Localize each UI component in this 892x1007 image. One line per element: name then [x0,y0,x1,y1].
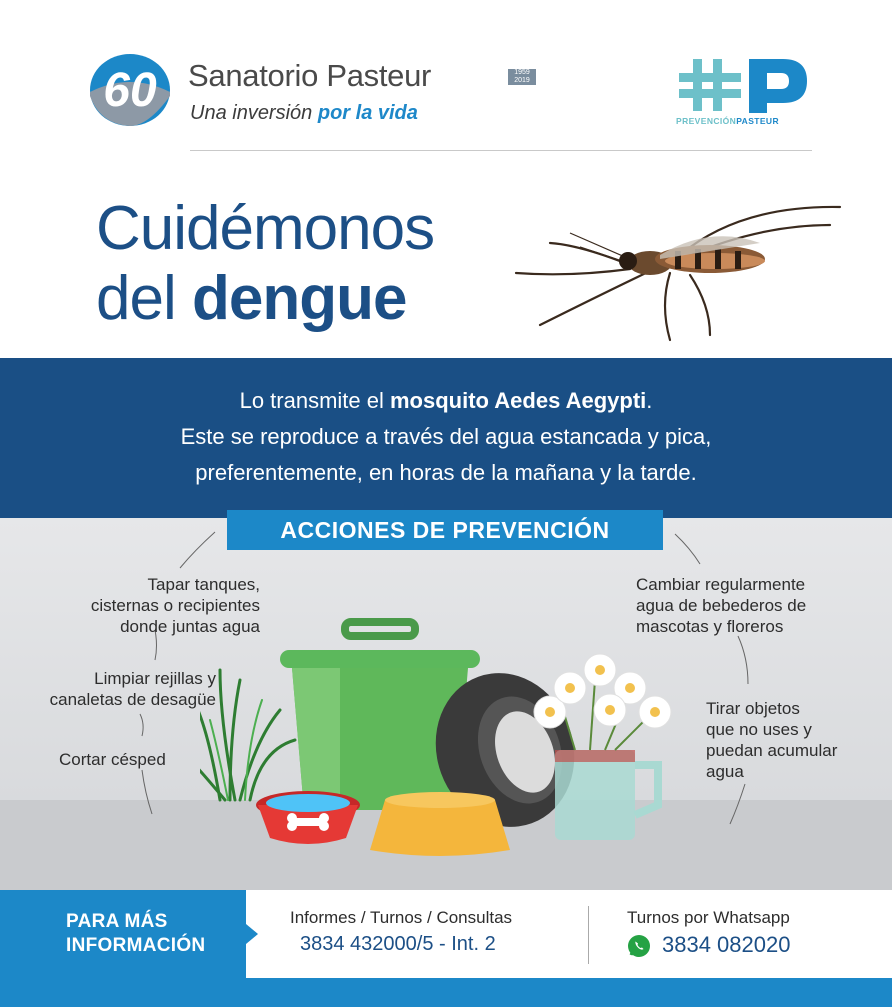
brand-name: Sanatorio Pasteur [188,58,432,93]
tagline [190,102,418,125]
action-tirar-line1: Tirar objetos [706,699,800,718]
header-divider [190,150,812,151]
year-start: 1959 [514,69,530,76]
prevencion-logo-label [676,116,779,126]
action-cambiar-line1: Cambiar regularmente [636,575,806,594]
info-phone[interactable]: 3834 432000/5 - Int. 2 [300,933,496,955]
more-info-line2: INFORMACIÓN [66,935,206,956]
action-tirar-line2: que no uses y [706,720,812,739]
action-tapar-line3: donde juntas agua [120,617,260,636]
action-cortar-line1: Cortar césped [59,750,166,769]
whatsapp-icon [627,934,651,958]
action-tirar-line3: puedan acumular [706,741,838,760]
action-tirar-line4: agua [706,762,744,781]
intro-band [0,358,892,518]
tagline-prefix: Una inversión [190,102,313,124]
intro-line1-suffix: . [646,388,653,413]
info-label: Informes / Turnos / Consultas [290,908,513,927]
prevention-illustration [200,600,700,865]
more-info-line1: PARA MÁS [66,911,168,932]
action-limpiar-line1: Limpiar rejillas y [94,669,216,688]
action-cambiar-line3: mascotas y floreros [636,617,784,636]
mosquito-illustration [510,185,850,345]
footer-divider [588,906,589,964]
whatsapp-phone[interactable]: 3834 082020 [662,932,791,957]
title-line1: Cuidémonos [96,194,435,263]
intro-line3: preferentemente, en horas de la mañana y la tarde. [195,460,697,485]
bottom-bar [0,978,892,1007]
title-dengue: dengue [191,264,407,333]
action-tapar-line2: cisternas o recipientes [90,596,260,615]
tagline-bold: por la vida [317,102,418,124]
actions-title: ACCIONES DE PREVENCIÓN [227,510,663,550]
prevencion-label-a: PREVENCIÓN [676,116,737,126]
action-tirar [706,698,837,782]
action-cortar [59,749,166,770]
intro-line1-prefix: Lo transmite el [239,388,384,413]
sanatorio-logo-icon [88,52,172,128]
intro-line2: Este se reproduce a través del agua estancada y pica, [180,424,712,449]
whatsapp-label: Turnos por Whatsapp [627,908,790,927]
action-cambiar-line2: agua de bebederos de [636,596,807,615]
title-del: del [96,264,176,333]
action-limpiar-line2: canaletas de desagüe [49,690,216,709]
action-limpiar [20,668,216,710]
year-end: 2019 [514,77,530,84]
brand-years [508,69,536,85]
intro-line1-bold: mosquito Aedes Aegypti [390,388,647,413]
pet-bowl-icon [256,791,360,844]
title-line2 [96,265,406,333]
intro-line1 [0,388,892,414]
yellow-bowl-icon [370,792,510,856]
logo-number: 60 [103,64,157,117]
more-info-label [66,910,205,958]
action-tapar-line1: Tapar tanques, [147,575,260,594]
prevencion-label-b: PASTEUR [736,116,780,126]
